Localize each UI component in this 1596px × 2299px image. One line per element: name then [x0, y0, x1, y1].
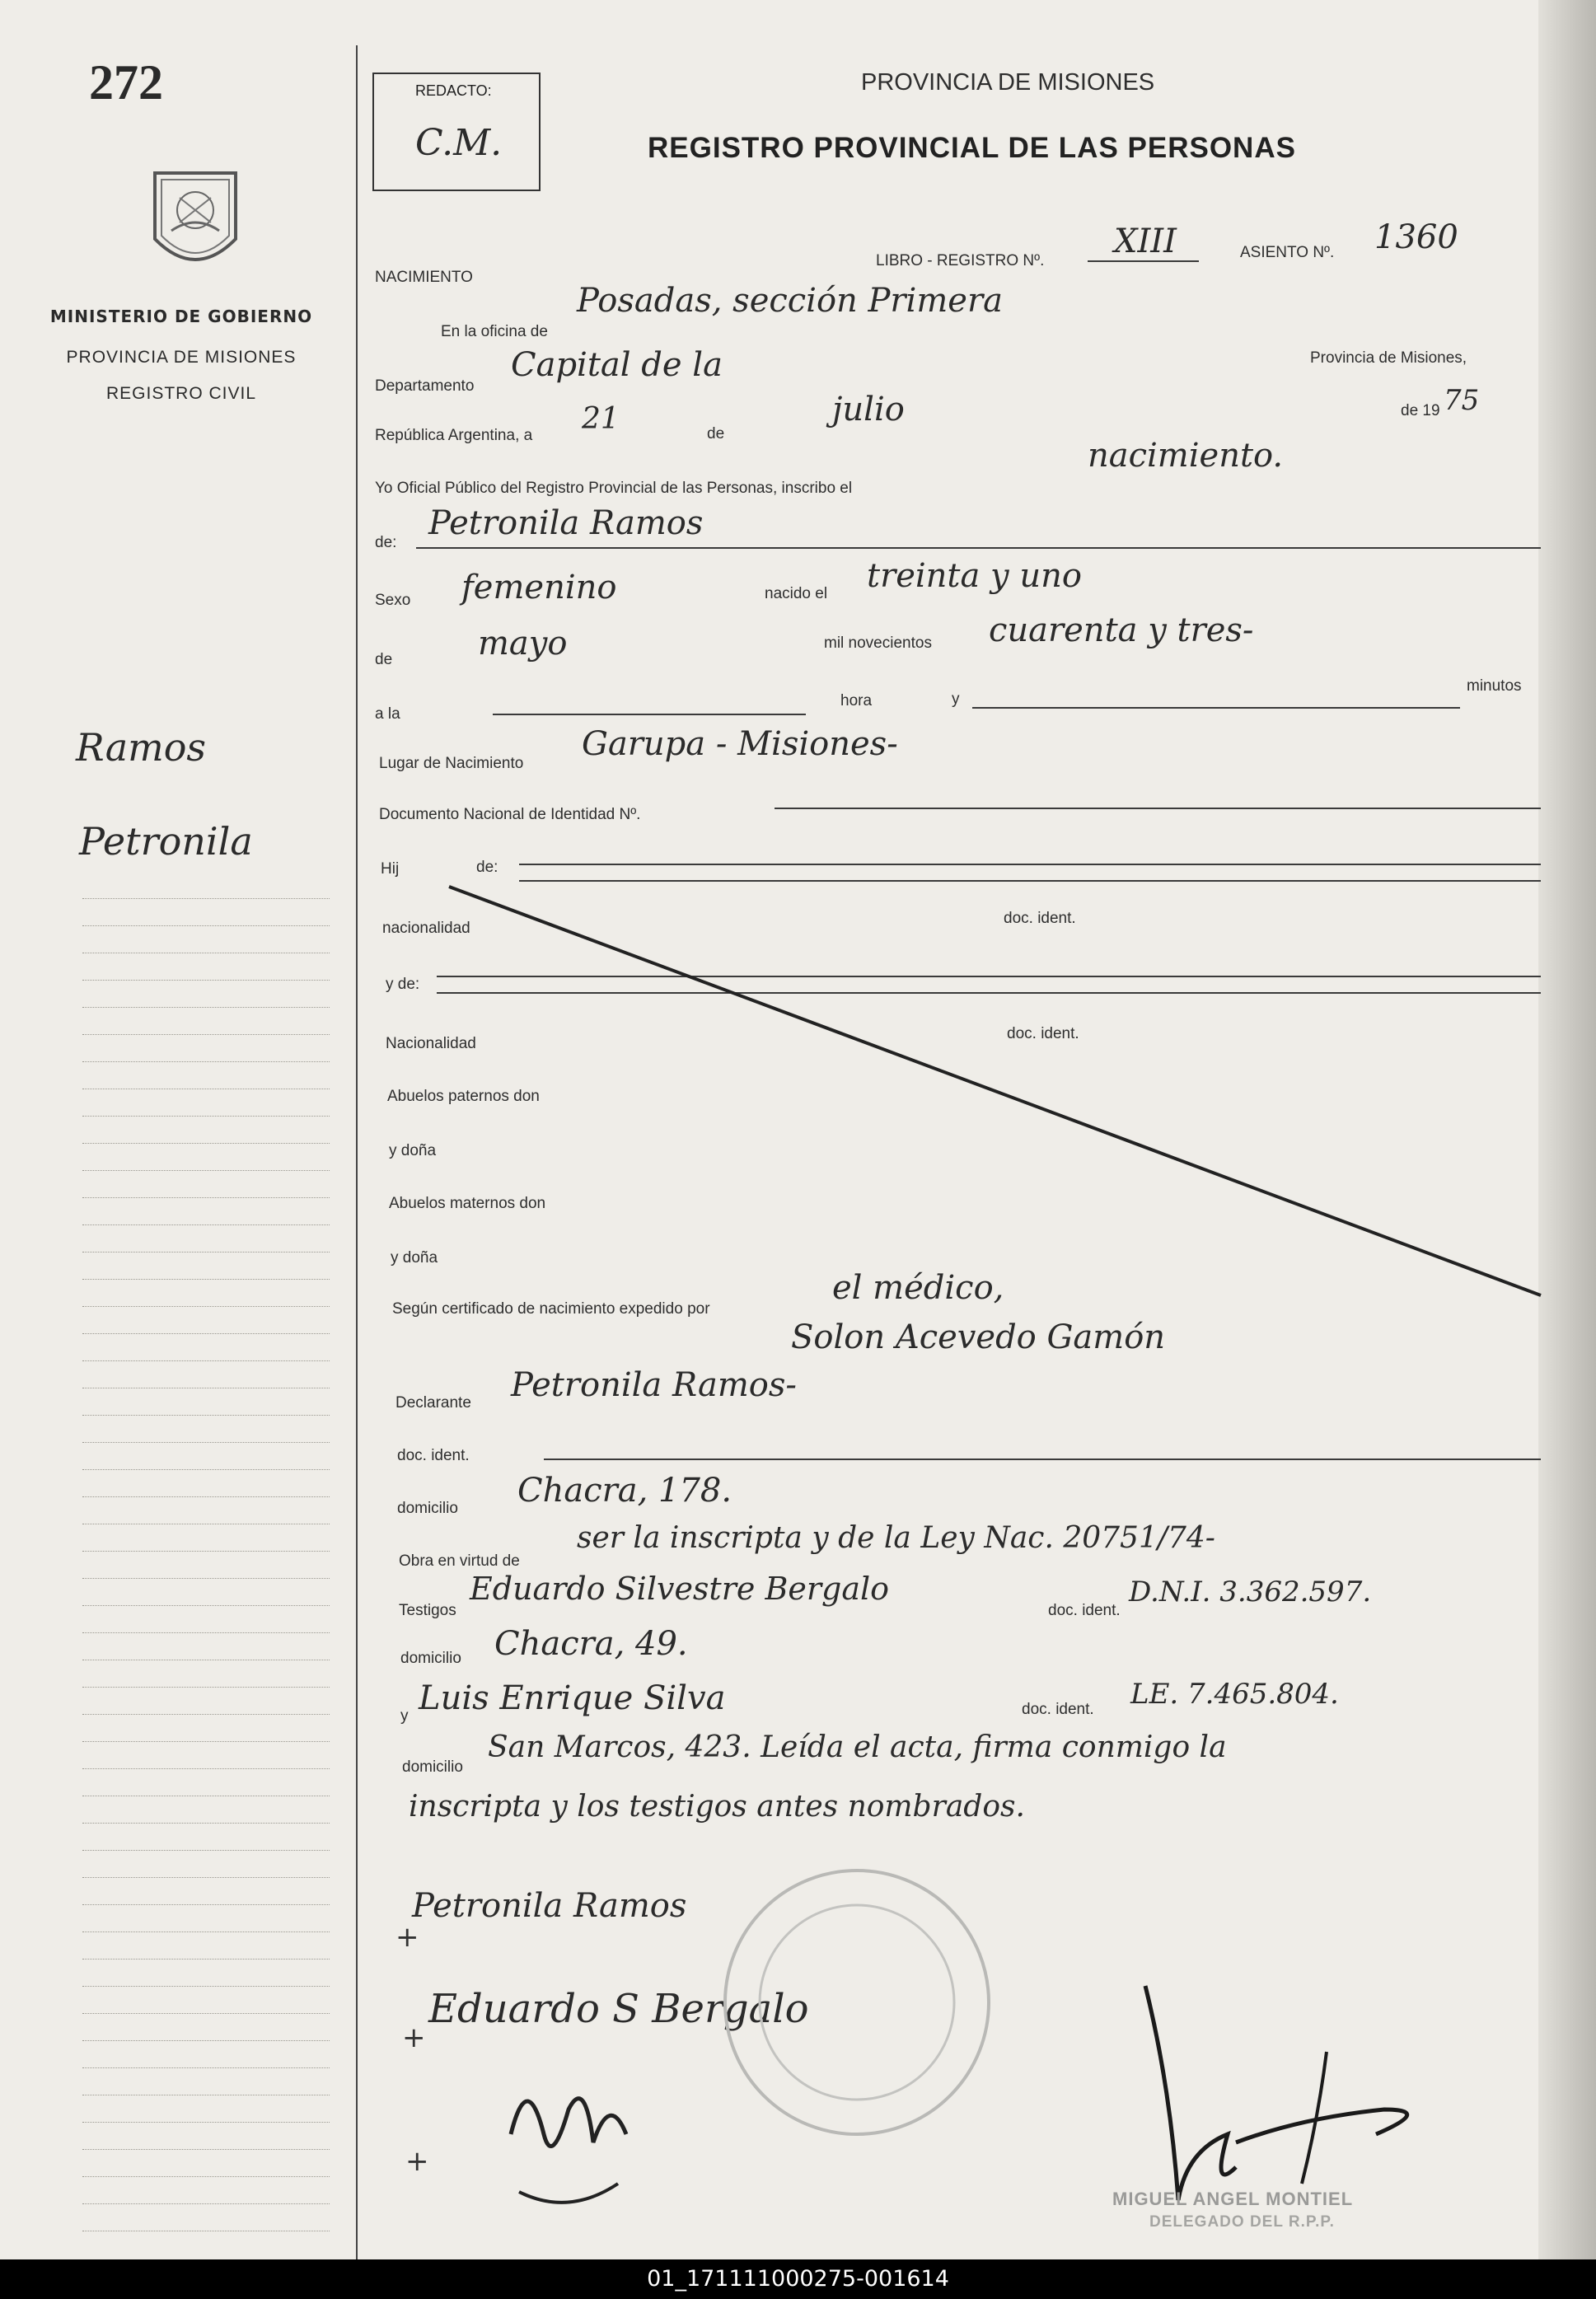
- departamento-label: Departamento: [375, 377, 475, 395]
- declarante-value: Petronila Ramos-: [511, 1366, 797, 1404]
- docident3-label: doc. ident.: [397, 1447, 470, 1464]
- provincia-label: Provincia de Misiones,: [1310, 349, 1467, 367]
- de3-label: de:: [476, 859, 498, 876]
- certificado-value2: Solon Acevedo Gamón: [791, 1318, 1166, 1356]
- margin-given-name: Petronila: [79, 819, 253, 864]
- svg-text:+: +: [395, 1921, 419, 1954]
- nacido-value: treinta y uno: [867, 557, 1082, 595]
- ministry-registry: REGISTRO CIVIL: [105, 384, 257, 403]
- libro-value: XIII: [1114, 222, 1177, 260]
- nacionalidad2-label: Nacionalidad: [386, 1035, 476, 1052]
- testigo1-value: Eduardo Silvestre Bergalo: [470, 1571, 890, 1607]
- ministry-province: PROVINCIA DE MISIONES: [66, 348, 297, 367]
- archive-id-footer: 01_171111000275-001614: [0, 2259, 1596, 2299]
- registry-title: REGISTRO PROVINCIAL DE LAS PERSONAS: [648, 132, 1296, 164]
- hij-label: Hij: [381, 860, 400, 878]
- certificado-label: Según certificado de nacimiento expedido por: [392, 1300, 710, 1318]
- margin-surname: Ramos: [76, 725, 207, 770]
- domicilio3-value: San Marcos, 423. Leída el acta, firma conmigo la: [488, 1730, 1227, 1764]
- stamp-name: MIGUEL ANGEL MONTIEL: [1112, 2189, 1354, 2209]
- domicilio1-label: domicilio: [397, 1500, 458, 1517]
- certificado-value: el médico,: [832, 1269, 1004, 1307]
- oficina-value: Posadas, sección Primera: [577, 282, 1003, 320]
- page-number: 272: [89, 55, 163, 110]
- oficial-value: nacimiento.: [1088, 437, 1284, 475]
- mes-nac-value: mayo: [478, 625, 568, 663]
- lugar-label: Lugar de Nacimiento: [379, 755, 524, 772]
- de2-label: de: [375, 651, 393, 668]
- asiento-label: ASIENTO Nº.: [1240, 244, 1335, 261]
- domicilio2-value: Chacra, 49.: [494, 1625, 688, 1663]
- ministry-name: MINISTERIO DE GOBIERNO: [49, 307, 313, 326]
- stamp-title: DELEGADO DEL R.P.P.: [1149, 2213, 1335, 2231]
- domicilio3-label: domicilio: [402, 1758, 463, 1776]
- abuelos-pat-label: Abuelos paternos don: [387, 1088, 540, 1105]
- dia-value: 21: [582, 402, 620, 436]
- signature-testigo: Eduardo S Bergalo: [428, 1986, 809, 2032]
- y2-label: y: [400, 1707, 409, 1725]
- libro-label: LIBRO - REGISTRO Nº.: [876, 252, 1045, 269]
- province-title: PROVINCIA DE MISIONES: [861, 69, 1155, 96]
- docident1-label: doc. ident.: [1004, 910, 1076, 927]
- signature-marks: [395, 1862, 1549, 2258]
- anio-value: 75: [1444, 384, 1480, 417]
- obra-label: Obra en virtud de: [399, 1552, 520, 1570]
- svg-text:+: +: [402, 2021, 426, 2054]
- testigo1-doc: D.N.I. 3.362.597.: [1129, 1576, 1372, 1608]
- asiento-value: 1360: [1374, 218, 1458, 256]
- mil-label: mil novecientos: [824, 634, 932, 652]
- de-persona-label: de:: [375, 534, 397, 551]
- documento-label: Documento Nacional de Identidad Nº.: [379, 806, 641, 823]
- redacto-label: REDACTO:: [415, 82, 492, 99]
- obra-value: ser la inscripta y de la Ley Nac. 20751/74-: [577, 1521, 1215, 1555]
- anio-nac-value: cuarenta y tres-: [989, 611, 1254, 649]
- domicilio1-value: Chacra, 178.: [517, 1472, 732, 1510]
- abuelos-mat-label: Abuelos maternos don: [389, 1195, 546, 1212]
- docident4-label: doc. ident.: [1048, 1602, 1121, 1619]
- nacido-label: nacido el: [765, 585, 828, 602]
- hora-label: hora: [840, 692, 873, 709]
- republica-label: República Argentina, a: [375, 427, 533, 444]
- domicilio2-label: domicilio: [400, 1650, 461, 1667]
- de19-label: de 19: [1401, 402, 1440, 419]
- oficial-label: Yo Oficial Público del Registro Provincial de las Personas, inscribo el: [375, 480, 853, 497]
- y-label: y: [952, 691, 960, 708]
- closing-value: inscripta y los testigos antes nombrados.: [409, 1790, 1025, 1824]
- docident5-label: doc. ident.: [1022, 1701, 1094, 1718]
- testigo2-doc: LE. 7.465.804.: [1130, 1678, 1339, 1711]
- de-label: de: [707, 425, 725, 442]
- lugar-value: Garupa - Misiones-: [582, 725, 898, 763]
- sexo-value: femenino: [461, 569, 617, 606]
- nacionalidad1-label: nacionalidad: [382, 920, 470, 937]
- mes-value: julio: [832, 391, 905, 428]
- record-type: NACIMIENTO: [375, 269, 473, 286]
- docident2-label: doc. ident.: [1007, 1025, 1079, 1042]
- redacto-value: C.M.: [415, 122, 503, 164]
- testigo2-value: Luis Enrique Silva: [419, 1679, 726, 1717]
- ydona2-label: y doña: [391, 1249, 438, 1267]
- svg-text:+: +: [405, 2145, 429, 2178]
- ydona1-label: y doña: [389, 1142, 437, 1159]
- signature-inscripta: Petronila Ramos: [412, 1887, 687, 1925]
- oficina-label: En la oficina de: [441, 323, 548, 340]
- testigos-label: Testigos: [399, 1602, 456, 1619]
- departamento-value: Capital de la: [511, 346, 723, 384]
- declarante-label: Declarante: [395, 1394, 471, 1412]
- sexo-label: Sexo: [375, 592, 411, 609]
- yde-label: y de:: [386, 976, 420, 993]
- minutos-label: minutos: [1467, 677, 1522, 695]
- persona-value: Petronila Ramos: [428, 504, 704, 542]
- a-la-label: a la: [375, 705, 400, 723]
